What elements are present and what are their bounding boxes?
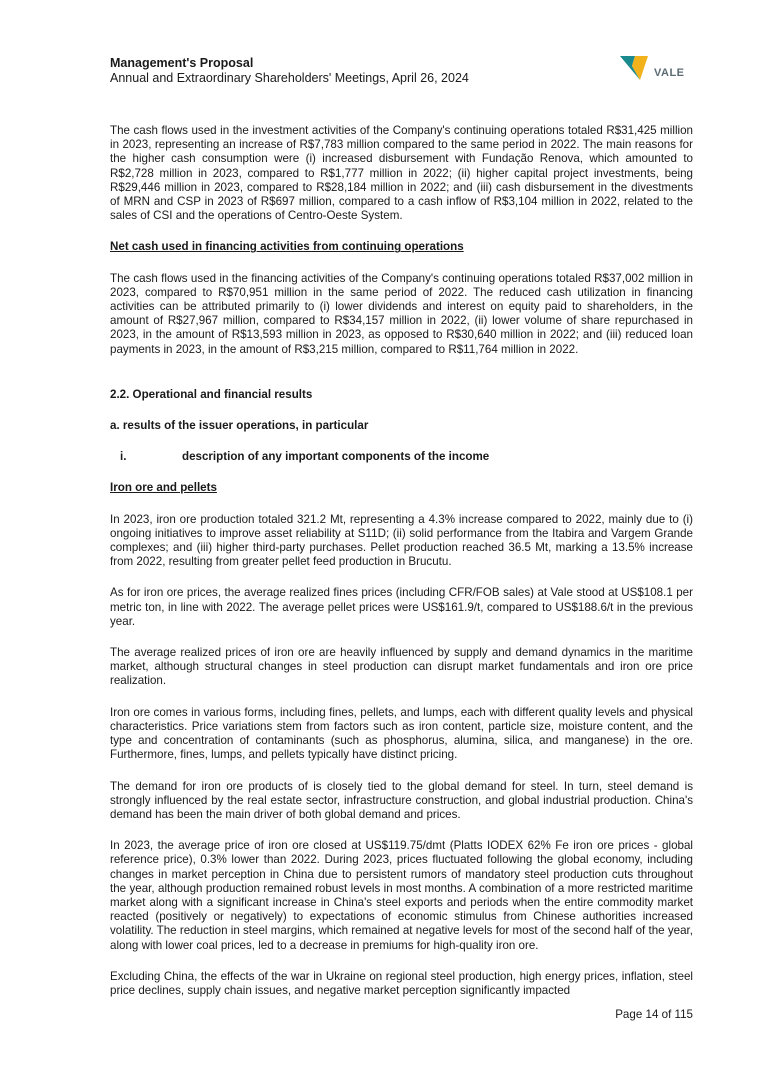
list-number: i. [120,450,127,464]
page-header [110,56,630,86]
paragraph-steel-demand: The demand for iron ore products of is closely tied to the global demand for steel. In turn, steel demand is strongly influenced by the real estate sector, infrastructure construction, and global industrial production. China's demand has been the main driver of both global demand and prices. [110,779,693,821]
page-number: Page 14 of 115 [615,1008,693,1021]
paragraph-iron-ore-production: In 2023, iron ore production totaled 321.2 Mt, representing a 4.3% increase compared to 2022, mainly due to (i) ongoing initiatives to improve asset reliability at S11D; (ii) solid performance from the Itabira and Vargem Grande complexes; and (iii) higher third-party purchases. Pellet production reached 36.5 Mt, marking a 13.5% increase from 2022, resulting from greater pellet feed production in Brucutu. [110,512,693,569]
heading-operational-financial-results: 2.2. Operational and financial results [110,387,313,401]
paragraph-price-influences: The average realized prices of iron ore are heavily influenced by supply and demand dynamics in the maritime market, although structural changes in steel production can disrupt market fundamentals and iron ore price realization. [110,646,693,688]
document-subtitle: Annual and Extraordinary Shareholders' Meetings, April 26, 2024 [110,71,469,85]
vale-logo-yellow-mark [632,56,648,80]
vale-logo [620,54,692,84]
document-body [110,124,693,1015]
heading-net-cash-financing: Net cash used in financing activities from continuing operations [110,240,464,254]
paragraph-excluding-china: Excluding China, the effects of the war in Ukraine on regional steel production, high energy prices, inflation, steel price declines, supply chain issues, and negative market perception significantly impacted [110,969,693,997]
heading-income-components [110,450,693,464]
vale-logo-text: VALE [654,67,685,79]
list-heading-text: description of any important components of the income [182,450,490,464]
paragraph-2023-average-price: In 2023, the average price of iron ore closed at US$119.75/dmt (Platts IODEX 62% Fe iron ore prices - global reference price), 0.3% lower than 2022. During 2023, prices fluctuated following the global economy, including changes in market perception in China due to persistent rumors of mandatory steel production cuts throughout the year, although production remained robust levels in most months. A combination of a more restricted maritime market along with a significant increase in China's steel exports and periods when the entire commodity market reacted (positively or negatively) to expectations of economic stimulus from Chinese authorities increased volatility. The reduction in steel margins, which remained at negative levels for most of the second half of the year, along with lower coal prices, led to a decrease in premiums for high-quality iron ore. [110,839,693,952]
heading-iron-ore-pellets: Iron ore and pellets [110,481,217,495]
paragraph-iron-ore-prices: As for iron ore prices, the average realized fines prices (including CFR/FOB sales) at Vale stood at US$108.1 per metric ton, in line with 2022. The average pellet prices were US$161.9/t, compared to US$188.6/t in the previous year. [110,586,693,628]
heading-issuer-results: a. results of the issuer operations, in particular [110,419,369,433]
document-title: Management's Proposal [110,56,254,70]
paragraph-investment-cash-flows: The cash flows used in the investment activities of the Company's continuing operations totaled R$31,425 million in 2023, representing an increase of R$7,783 million compared to the same period in 2022. The main reasons for the higher cash consumption were (i) increased disbursement with Fundação Renova, which amounted to R$2,728 million in 2023, compared to R$1,777 million in 2022; (ii) higher capital project investments, being R$29,446 million in 2023, compared to R$28,184 million in 2022; and (iii) cash disbursement in the divestments of MRN and CSP in 2023 of R$697 million, compared to a cash inflow of R$3,104 million in 2022, related to the sales of CSI and the operations of Centro-Oeste System. [110,124,693,223]
paragraph-ore-forms: Iron ore comes in various forms, including fines, pellets, and lumps, each with different quality levels and physical characteristics. Price variations stem from factors such as iron content, particle size, moisture content, and the type and concentration of contaminants (such as phosphorus, alumina, silica, and manganese) in the ore. Furthermore, fines, lumps, and pellets typically have distinct pricing. [110,705,693,762]
paragraph-financing-cash-flows: The cash flows used in the financing activities of the Company's continuing operations totaled R$37,002 million in 2023, compared to R$70,951 million in the same period of 2022. The reduced cash utilization in financing activities can be attributed primarily to (i) lower dividends and interest on equity paid to shareholders, in the amount of R$27,967 million, compared to R$34,157 million in 2022, (ii) lower volume of share repurchased in 2023, in the amount of R$13,593 million in 2023, as opposed to R$30,640 million in 2022; and (iii) reduced loan payments in 2023, in the amount of R$3,215 million, compared to R$11,764 million in 2022. [110,271,693,356]
